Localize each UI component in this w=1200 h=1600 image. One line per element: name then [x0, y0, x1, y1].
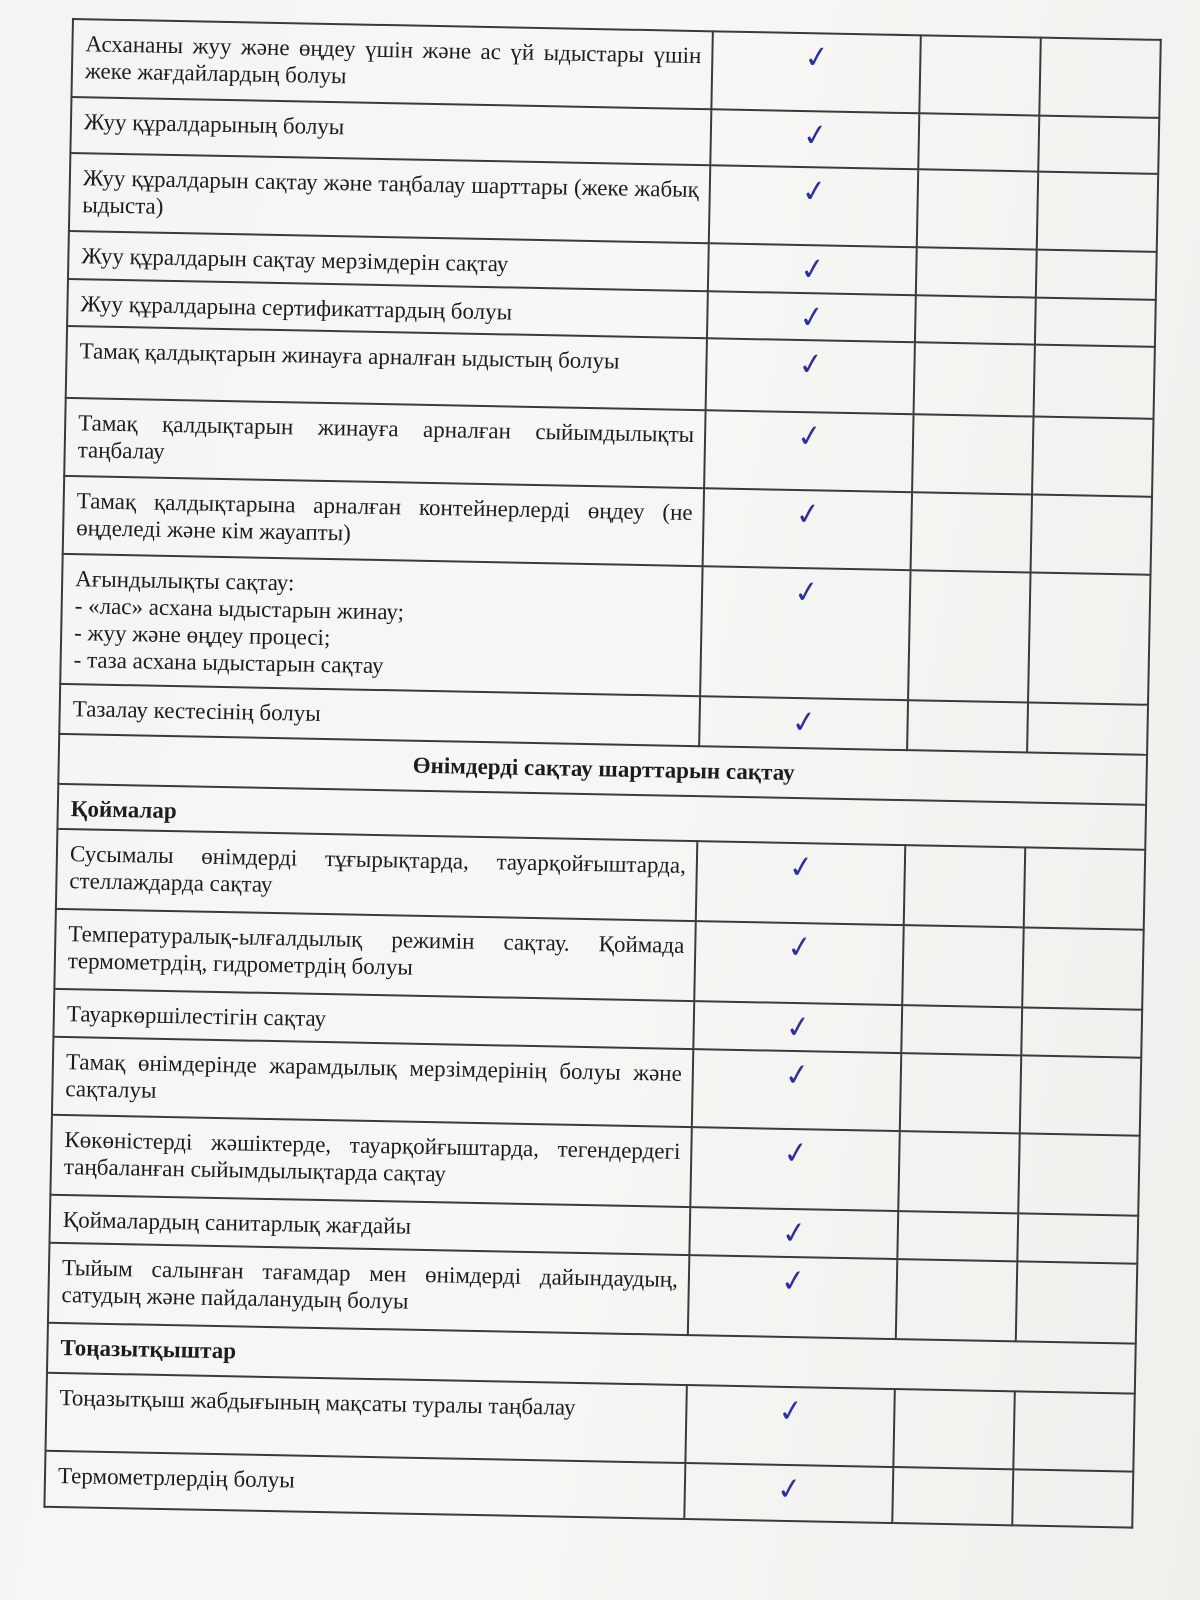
- empty-cell: [1020, 1055, 1141, 1135]
- criterion-text: Тауаркөршілестігін сақтау: [53, 989, 694, 1049]
- empty-cell: [896, 1259, 1018, 1341]
- checkmark-icon: ✓: [776, 1392, 806, 1431]
- checkmark-cell: [696, 841, 905, 925]
- criterion-text: Жуу құралдарын сақтау және таңбалау шарттары (жеке жабық ыдыста): [69, 153, 710, 243]
- criterion-line: - таза асхана ыдыстарын сақтау: [73, 647, 384, 679]
- empty-cell: [1037, 172, 1158, 252]
- empty-cell: [1017, 1213, 1138, 1263]
- empty-cell: [904, 845, 1026, 927]
- criterion-text: [60, 554, 702, 696]
- criterion-text: Жуу құралдарын сақтау мерзімдерін сақтау: [68, 231, 709, 291]
- checkmark-cell: [708, 243, 917, 295]
- empty-cell: [1021, 1007, 1142, 1057]
- subsection-title-warehouses: Қоймалар: [57, 784, 1146, 850]
- checkmark-icon: ✓: [792, 573, 822, 612]
- checkmark-cell: [710, 109, 919, 169]
- empty-cell: [1036, 250, 1157, 300]
- criterion-text: Асхананы жуу және өңдеу үшін және ас үй ыдыстары үшін жеке жағдайлардың болуы: [71, 19, 712, 109]
- empty-cell: [918, 113, 1039, 171]
- criterion-text: Қоймалардың санитарлық жағдайы: [49, 1195, 690, 1255]
- checkmark-cell: [706, 338, 915, 414]
- criterion-text: Тоңазытқыш жабдығының мақсаты туралы таңбалау: [45, 1373, 686, 1463]
- empty-cell: [1038, 116, 1159, 174]
- criterion-text: Тамақ қалдықтарына арналған контейнерлерді өңдеу (не өңделеді және кім жауапты): [63, 476, 704, 566]
- empty-cell: [916, 247, 1037, 297]
- checkmark-cell: [688, 1255, 897, 1339]
- checklist-sheet: [43, 18, 1159, 1529]
- checkmark-icon: ✓: [775, 1470, 805, 1509]
- empty-cell: [1012, 1469, 1133, 1527]
- checkmark-cell: [692, 1049, 901, 1131]
- criterion-text: Тамақ қалдықтарын жинауға арналған сыйымдылықты таңбалау: [64, 398, 705, 488]
- criterion-text: Тамақ қалдықтарын жинауға арналған ыдыстың болуы: [66, 326, 707, 410]
- checkmark-icon: ✓: [796, 345, 827, 384]
- checkmark-cell: [711, 31, 920, 113]
- criterion-line: - «лас» асхана ыдыстарын жинау;: [74, 593, 405, 625]
- checkmark-icon: ✓: [801, 116, 831, 155]
- criterion-text: Термометрлердің болуы: [44, 1451, 685, 1519]
- empty-cell: [892, 1467, 1013, 1525]
- criterion-line: - жуу және өңдеу процесі;: [73, 620, 331, 651]
- empty-cell: [898, 1131, 1020, 1213]
- checkmark-icon: ✓: [794, 495, 824, 534]
- checkmark-icon: ✓: [797, 298, 827, 337]
- checkmark-icon: ✓: [790, 703, 820, 742]
- checkmark-icon: ✓: [795, 417, 825, 456]
- checkmark-cell: [689, 1207, 898, 1259]
- inspection-checklist-table: [43, 18, 1161, 1529]
- empty-cell: [897, 1211, 1018, 1261]
- empty-cell: [919, 35, 1040, 115]
- empty-cell: [911, 492, 1032, 572]
- criterion-line: Ағындылықты сақтау:: [74, 566, 295, 596]
- empty-cell: [914, 342, 1035, 416]
- checkmark-cell: [700, 566, 910, 700]
- checkmark-cell: [690, 1127, 899, 1211]
- empty-cell: [1022, 927, 1144, 1009]
- empty-cell: [1028, 573, 1150, 705]
- checkmark-icon: ✓: [783, 1056, 813, 1095]
- subsection-title-fridges: Тоңазытқыштар: [47, 1323, 1136, 1394]
- empty-cell: [1034, 345, 1155, 419]
- empty-cell: [1018, 1133, 1140, 1215]
- empty-cell: [900, 1053, 1021, 1133]
- criterion-text: Тыйым салынған тағамдар мен өнімдерді дайындаудың, сатудың және пайдаланудың болуы: [48, 1243, 689, 1335]
- checkmark-cell: [684, 1463, 893, 1523]
- empty-cell: [915, 295, 1036, 344]
- checklist-row: [60, 554, 1150, 705]
- checkmark-icon: ✓: [779, 1262, 809, 1301]
- section-title: Өнімдерді сақтау шарттарын сақтау: [58, 734, 1147, 805]
- checkmark-cell: [693, 1001, 902, 1053]
- criterion-text: Тамақ өнімдерінде жарамдылық мерзімдерінің болуы және сақталуы: [52, 1037, 693, 1127]
- empty-cell: [1035, 298, 1156, 347]
- checkmark-icon: ✓: [784, 1008, 814, 1047]
- checkmark-cell: [704, 410, 913, 492]
- empty-cell: [1013, 1391, 1134, 1471]
- checkmark-icon: ✓: [802, 38, 832, 77]
- criterion-text: Температуралық-ылғалдылық режимін сақтау. Қоймада термометрдің, гидрометрдің болуы: [54, 909, 695, 1001]
- checkmark-cell: [685, 1385, 894, 1467]
- criterion-text: Жуу құралдарына сертификаттардың болуы: [67, 279, 708, 338]
- empty-cell: [1016, 1261, 1138, 1343]
- checkmark-icon: ✓: [785, 928, 815, 967]
- empty-cell: [907, 700, 1028, 752]
- checkmark-icon: ✓: [780, 1214, 810, 1253]
- empty-cell: [1039, 38, 1160, 118]
- criterion-text: Сусымалы өнімдерді тұғырықтарда, тауарқойғыштарда, стеллаждарда сақтау: [56, 829, 697, 921]
- checkmark-icon: ✓: [800, 172, 830, 211]
- checkmark-cell: [694, 921, 903, 1005]
- checkmark-icon: ✓: [781, 1134, 811, 1173]
- checkmark-cell: [699, 696, 908, 750]
- empty-cell: [893, 1389, 1014, 1469]
- empty-cell: [912, 414, 1033, 494]
- criterion-text: Жуу құралдарының болуы: [70, 97, 711, 165]
- criterion-text: Тазалау кестесінің болуы: [59, 684, 700, 746]
- checkmark-icon: ✓: [798, 250, 828, 289]
- empty-cell: [908, 570, 1030, 702]
- checkmark-cell: [709, 165, 918, 247]
- empty-cell: [1024, 847, 1146, 929]
- empty-cell: [1027, 702, 1148, 754]
- checkmark-cell: [703, 488, 912, 570]
- empty-cell: [1032, 417, 1153, 497]
- empty-cell: [1031, 495, 1152, 575]
- checkmark-cell: [707, 291, 916, 342]
- criterion-text: Көкөністерді жәшіктерде, тауарқойғыштарда, тегендердегі таңбаланған сыйымдылықтарда сақтау: [50, 1115, 691, 1207]
- empty-cell: [902, 925, 1024, 1007]
- checkmark-icon: ✓: [787, 848, 817, 887]
- empty-cell: [901, 1005, 1022, 1055]
- empty-cell: [917, 169, 1038, 249]
